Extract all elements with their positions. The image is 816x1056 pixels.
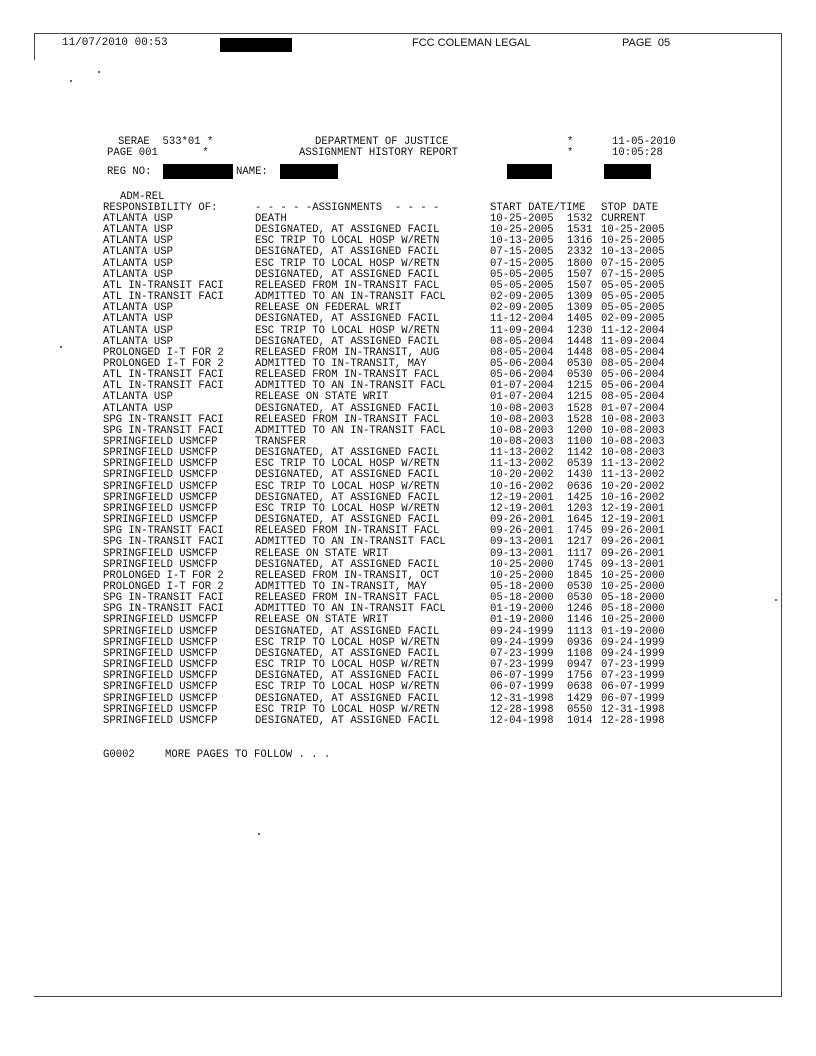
start-time-cell: 1230 xyxy=(567,324,593,337)
start-time-cell: 1528 xyxy=(567,402,593,415)
assignment-cell: ADMITTED TO AN IN-TRANSIT FACL xyxy=(255,291,446,304)
start-time-cell: 1100 xyxy=(567,436,593,448)
responsibility-cell: SPRINGFIELD USMCFP xyxy=(103,692,218,705)
start-time-cell: 2332 xyxy=(567,246,593,259)
responsibility-cell: SPRINGFIELD USMCFP xyxy=(103,647,218,660)
responsibility-cell: ATLANTA USP xyxy=(103,268,173,281)
column-header: - - - - -ASSIGNMENTS - - - - xyxy=(255,202,440,214)
start-time-cell: 1146 xyxy=(567,614,593,627)
stop-date-cell: 05-18-2000 xyxy=(601,592,665,605)
stop-date-cell: 09-24-1999 xyxy=(601,636,665,649)
stop-date-cell: 01-07-2004 xyxy=(601,402,665,415)
start-date-cell: 07-15-2005 xyxy=(490,246,554,259)
assignment-cell: DESIGNATED, AT ASSIGNED FACIL xyxy=(255,447,440,460)
start-time-cell: 0530 xyxy=(567,581,593,593)
start-date-cell: 10-25-2005 xyxy=(490,224,554,237)
start-date-cell: 09-26-2001 xyxy=(490,525,554,538)
system-id: SERAE 533*01 * xyxy=(118,136,214,148)
responsibility-cell: SPG IN-TRANSIT FACI xyxy=(103,536,224,549)
start-time-cell: 0936 xyxy=(567,636,593,649)
start-time-cell: 1108 xyxy=(567,647,593,660)
assignment-cell: DESIGNATED, AT ASSIGNED FACIL xyxy=(255,402,440,415)
stop-date-cell: 05-05-2005 xyxy=(601,302,665,315)
fax-header xyxy=(62,37,762,55)
assignment-cell: DESIGNATED, AT ASSIGNED FACIL xyxy=(255,714,440,727)
stop-date-cell: 10-25-2000 xyxy=(601,614,665,627)
stop-date-cell: 06-07-1999 xyxy=(601,692,665,705)
stop-date-cell: 05-05-2005 xyxy=(601,291,665,304)
responsibility-cell: SPRINGFIELD USMCFP xyxy=(103,614,218,627)
stop-date-cell: 07-15-2005 xyxy=(601,257,665,270)
assignment-cell: ESC TRIP TO LOCAL HOSP W/RETN xyxy=(255,324,440,337)
start-date-cell: 11-12-2004 xyxy=(490,313,554,326)
responsibility-cell: ATLANTA USP xyxy=(103,313,173,326)
report-date: 11-05-2010 xyxy=(612,136,676,148)
start-time-cell: 0638 xyxy=(567,681,593,694)
start-date-cell: 09-24-1999 xyxy=(490,625,554,638)
start-date-cell: 10-08-2003 xyxy=(490,436,554,448)
start-date-cell: 11-09-2004 xyxy=(490,324,554,337)
start-time-cell: 1215 xyxy=(567,391,593,404)
start-date-cell: 09-13-2001 xyxy=(490,547,554,560)
stop-date-cell: 12-31-1998 xyxy=(601,703,665,716)
page-frame-bottom xyxy=(34,996,782,997)
start-time-cell: 1316 xyxy=(567,235,593,248)
assignment-cell: DESIGNATED, AT ASSIGNED FACIL xyxy=(255,491,440,504)
assignment-cell: TRANSFER xyxy=(255,436,306,448)
fax-datetime: 11/07/2010 00:53 xyxy=(62,37,168,49)
start-time-cell: 0530 xyxy=(567,592,593,605)
stop-date-cell: 12-19-2001 xyxy=(601,502,665,515)
responsibility-cell: ATLANTA USP xyxy=(103,302,173,315)
assignment-cell: DESIGNATED, AT ASSIGNED FACIL xyxy=(255,647,440,660)
responsibility-cell: ATL IN-TRANSIT FACI xyxy=(103,291,224,304)
start-date-cell: 10-16-2002 xyxy=(490,480,554,493)
start-date-cell: 06-07-1999 xyxy=(490,681,554,694)
responsibility-cell: SPRINGFIELD USMCFP xyxy=(103,636,218,649)
stop-date-cell: 08-05-2004 xyxy=(601,346,665,359)
responsibility-cell: ATLANTA USP xyxy=(103,402,173,415)
stop-date-cell: 05-06-2004 xyxy=(601,369,665,382)
assignment-cell: DESIGNATED, AT ASSIGNED FACIL xyxy=(255,313,440,326)
scan-speck xyxy=(60,346,62,348)
start-time-cell: 1845 xyxy=(567,569,593,582)
start-date-cell: 01-19-2000 xyxy=(490,614,554,627)
stop-date-cell: 05-06-2004 xyxy=(601,380,665,393)
start-date-cell: 10-08-2003 xyxy=(490,424,554,437)
scan-speck xyxy=(98,71,100,73)
assignment-cell: RELEASE ON STATE WRIT xyxy=(255,547,389,560)
stop-date-cell: 10-25-2005 xyxy=(601,235,665,248)
footer-message: MORE PAGES TO FOLLOW . . . xyxy=(165,749,331,761)
start-time-cell: 1756 xyxy=(567,670,593,683)
assignment-cell: DESIGNATED, AT ASSIGNED FACIL xyxy=(255,268,440,281)
start-date-cell: 05-18-2000 xyxy=(490,581,554,593)
responsibility-cell: SPG IN-TRANSIT FACI xyxy=(103,424,224,437)
responsibility-cell: SPG IN-TRANSIT FACI xyxy=(103,603,224,616)
stop-date-cell: 10-08-2003 xyxy=(601,447,665,460)
start-time-cell: 1800 xyxy=(567,257,593,270)
stop-date-cell: CURRENT xyxy=(601,213,646,225)
responsibility-cell: PROLONGED I-T FOR 2 xyxy=(103,358,224,370)
start-time-cell: 1528 xyxy=(567,413,593,426)
stop-date-cell: 06-07-1999 xyxy=(601,681,665,694)
start-time-cell: 1532 xyxy=(567,213,593,225)
department-name: DEPARTMENT OF JUSTICE xyxy=(315,136,449,148)
responsibility-cell: PROLONGED I-T FOR 2 xyxy=(103,581,224,593)
start-time-cell: 1309 xyxy=(567,302,593,315)
responsibility-cell: SPRINGFIELD USMCFP xyxy=(103,714,218,727)
start-time-cell: 1113 xyxy=(567,625,593,638)
responsibility-cell: ATLANTA USP xyxy=(103,391,173,404)
page-frame-right xyxy=(781,33,782,996)
assignment-cell: DESIGNATED, AT ASSIGNED FACIL xyxy=(255,335,440,348)
start-time-cell: 1507 xyxy=(567,268,593,281)
assignment-cell: RELEASED FROM IN-TRANSIT FACL xyxy=(255,279,440,292)
responsibility-cell: SPG IN-TRANSIT FACI xyxy=(103,592,224,605)
responsibility-cell: SPRINGFIELD USMCFP xyxy=(103,703,218,716)
responsibility-cell: SPG IN-TRANSIT FACI xyxy=(103,525,224,538)
assignment-cell: ADMITTED TO IN-TRANSIT, MAY xyxy=(255,581,427,593)
start-time-cell: 1203 xyxy=(567,502,593,515)
stop-date-cell: 10-25-2000 xyxy=(601,569,665,582)
report-title: ASSIGNMENT HISTORY REPORT xyxy=(299,147,458,159)
start-date-cell: 06-07-1999 xyxy=(490,670,554,683)
assignment-cell: DESIGNATED, AT ASSIGNED FACIL xyxy=(255,224,440,237)
start-date-cell: 09-24-1999 xyxy=(490,636,554,649)
assignment-cell: ADMITTED TO AN IN-TRANSIT FACL xyxy=(255,380,446,393)
start-date-cell: 10-25-2000 xyxy=(490,558,554,571)
redaction-block xyxy=(507,164,552,179)
start-date-cell: 05-05-2005 xyxy=(490,268,554,281)
start-date-cell: 01-19-2000 xyxy=(490,603,554,616)
start-time-cell: 1425 xyxy=(567,491,593,504)
start-time-cell: 1429 xyxy=(567,692,593,705)
responsibility-cell: ATL IN-TRANSIT FACI xyxy=(103,380,224,393)
start-time-cell: 1745 xyxy=(567,558,593,571)
start-time-cell: 1142 xyxy=(567,447,593,460)
start-time-cell: 1448 xyxy=(567,346,593,359)
start-time-cell: 0530 xyxy=(567,358,593,370)
start-date-cell: 10-08-2003 xyxy=(490,413,554,426)
stop-date-cell: 08-05-2004 xyxy=(601,358,665,370)
assignment-cell: DESIGNATED, AT ASSIGNED FACIL xyxy=(255,558,440,571)
stop-date-cell: 08-05-2004 xyxy=(601,391,665,404)
header-asterisk: * xyxy=(567,136,574,148)
footer-code: G0002 xyxy=(103,749,135,761)
responsibility-cell: SPRINGFIELD USMCFP xyxy=(103,480,218,493)
start-time-cell: 0947 xyxy=(567,659,593,671)
start-time-cell: 1405 xyxy=(567,313,593,326)
stop-date-cell: 10-25-2000 xyxy=(601,581,665,593)
start-date-cell: 12-19-2001 xyxy=(490,491,554,504)
header-asterisk: * xyxy=(567,147,574,159)
start-time-cell: 1745 xyxy=(567,525,593,538)
start-date-cell: 07-15-2005 xyxy=(490,257,554,270)
assignment-cell: ESC TRIP TO LOCAL HOSP W/RETN xyxy=(255,480,440,493)
responsibility-cell: SPRINGFIELD USMCFP xyxy=(103,547,218,560)
responsibility-cell: SPRINGFIELD USMCFP xyxy=(103,625,218,638)
assignment-cell: ADMITTED TO AN IN-TRANSIT FACL xyxy=(255,603,446,616)
stop-date-cell: 09-13-2001 xyxy=(601,558,665,571)
responsibility-cell: ATLANTA USP xyxy=(103,235,173,248)
start-time-cell: 1531 xyxy=(567,224,593,237)
page-frame-left xyxy=(34,33,35,60)
stop-date-cell: 11-13-2002 xyxy=(601,458,665,471)
adm-rel-label: ADM-REL xyxy=(120,191,165,203)
scan-speck xyxy=(70,80,72,82)
start-date-cell: 07-23-1999 xyxy=(490,647,554,660)
redaction-block xyxy=(163,164,233,179)
start-date-cell: 10-13-2005 xyxy=(490,235,554,248)
responsibility-cell: SPRINGFIELD USMCFP xyxy=(103,502,218,515)
stop-date-cell: 05-05-2005 xyxy=(601,279,665,292)
stop-date-cell: 09-26-2001 xyxy=(601,536,665,549)
start-date-cell: 12-04-1998 xyxy=(490,714,554,727)
responsibility-cell: SPRINGFIELD USMCFP xyxy=(103,458,218,471)
start-time-cell: 1217 xyxy=(567,536,593,549)
start-date-cell: 12-31-1998 xyxy=(490,692,554,705)
responsibility-cell: SPRINGFIELD USMCFP xyxy=(103,514,218,526)
start-date-cell: 11-13-2002 xyxy=(490,447,554,460)
assignment-cell: ESC TRIP TO LOCAL HOSP W/RETN xyxy=(255,458,440,471)
start-time-cell: 0636 xyxy=(567,480,593,493)
name-label: NAME: xyxy=(236,166,268,178)
assignment-cell: ESC TRIP TO LOCAL HOSP W/RETN xyxy=(255,502,440,515)
responsibility-cell: SPRINGFIELD USMCFP xyxy=(103,469,218,482)
stop-date-cell: 12-28-1998 xyxy=(601,714,665,727)
assignment-cell: RELEASED FROM IN-TRANSIT FACL xyxy=(255,525,440,538)
responsibility-cell: PROLONGED I-T FOR 2 xyxy=(103,346,224,359)
start-time-cell: 1014 xyxy=(567,714,593,727)
stop-date-cell: 11-12-2004 xyxy=(601,324,665,337)
stop-date-cell: 10-20-2002 xyxy=(601,480,665,493)
assignment-cell: RELEASE ON FEDERAL WRIT xyxy=(255,302,402,315)
responsibility-cell: SPRINGFIELD USMCFP xyxy=(103,491,218,504)
responsibility-cell: SPRINGFIELD USMCFP xyxy=(103,436,218,448)
stop-date-cell: 11-13-2002 xyxy=(601,469,665,482)
start-date-cell: 07-23-1999 xyxy=(490,659,554,671)
responsibility-cell: PROLONGED I-T FOR 2 xyxy=(103,569,224,582)
assignment-cell: RELEASED FROM IN-TRANSIT FACL xyxy=(255,592,440,605)
fax-page-number: PAGE 05 xyxy=(622,37,671,49)
scan-speck xyxy=(775,599,777,601)
fax-office-name: FCC COLEMAN LEGAL xyxy=(412,37,531,49)
assignment-cell: DEATH xyxy=(255,213,287,225)
report-page-number: PAGE 001 * xyxy=(107,147,209,159)
assignment-cell: DESIGNATED, AT ASSIGNED FACIL xyxy=(255,469,440,482)
redaction-block xyxy=(604,164,651,179)
responsibility-cell: ATLANTA USP xyxy=(103,257,173,270)
assignment-cell: DESIGNATED, AT ASSIGNED FACIL xyxy=(255,514,440,526)
stop-date-cell: 01-19-2000 xyxy=(601,625,665,638)
assignment-cell: ADMITTED TO IN-TRANSIT, MAY xyxy=(255,358,427,370)
redaction-block xyxy=(280,164,338,179)
assignment-cell: RELEASED FROM IN-TRANSIT, OCT xyxy=(255,569,440,582)
start-date-cell: 12-28-1998 xyxy=(490,703,554,716)
assignment-cell: RELEASE ON STATE WRIT xyxy=(255,614,389,627)
reg-no-label: REG NO: xyxy=(107,166,152,178)
responsibility-cell: ATLANTA USP xyxy=(103,335,173,348)
assignment-cell: DESIGNATED, AT ASSIGNED FACIL xyxy=(255,670,440,683)
stop-date-cell: 09-24-1999 xyxy=(601,647,665,660)
responsibility-cell: ATL IN-TRANSIT FACI xyxy=(103,369,224,382)
start-time-cell: 1117 xyxy=(567,547,593,560)
start-date-cell: 08-05-2004 xyxy=(490,346,554,359)
redaction-block xyxy=(220,38,292,52)
assignment-cell: RELEASED FROM IN-TRANSIT, AUG xyxy=(255,346,440,359)
start-date-cell: 05-06-2004 xyxy=(490,358,554,370)
assignment-cell: ESC TRIP TO LOCAL HOSP W/RETN xyxy=(255,235,440,248)
start-date-cell: 10-25-2005 xyxy=(490,213,554,225)
responsibility-cell: SPRINGFIELD USMCFP xyxy=(103,670,218,683)
responsibility-cell: ATLANTA USP xyxy=(103,224,173,237)
column-header: START DATE/TIME xyxy=(490,202,586,214)
start-date-cell: 02-09-2005 xyxy=(490,302,554,315)
assignment-cell: RELEASED FROM IN-TRANSIT FACL xyxy=(255,369,440,382)
start-date-cell: 02-09-2005 xyxy=(490,291,554,304)
stop-date-cell: 07-15-2005 xyxy=(601,268,665,281)
responsibility-cell: SPRINGFIELD USMCFP xyxy=(103,447,218,460)
stop-date-cell: 10-25-2005 xyxy=(601,224,665,237)
assignment-cell: ESC TRIP TO LOCAL HOSP W/RETN xyxy=(255,659,440,671)
responsibility-cell: SPRINGFIELD USMCFP xyxy=(103,681,218,694)
start-date-cell: 05-18-2000 xyxy=(490,592,554,605)
stop-date-cell: 07-23-1999 xyxy=(601,670,665,683)
start-date-cell: 05-06-2004 xyxy=(490,369,554,382)
start-time-cell: 1309 xyxy=(567,291,593,304)
start-date-cell: 10-20-2002 xyxy=(490,469,554,482)
report-time: 10:05:28 xyxy=(612,147,663,159)
stop-date-cell: 05-18-2000 xyxy=(601,603,665,616)
column-header: RESPONSIBILITY OF: xyxy=(103,202,218,214)
stop-date-cell: 07-23-1999 xyxy=(601,659,665,671)
stop-date-cell: 12-19-2001 xyxy=(601,514,665,526)
responsibility-cell: SPRINGFIELD USMCFP xyxy=(103,558,218,571)
responsibility-cell: ATLANTA USP xyxy=(103,246,173,259)
start-time-cell: 0539 xyxy=(567,458,593,471)
start-time-cell: 1645 xyxy=(567,514,593,526)
responsibility-cell: ATLANTA USP xyxy=(103,213,173,225)
stop-date-cell: 11-09-2004 xyxy=(601,335,665,348)
stop-date-cell: 10-08-2003 xyxy=(601,424,665,437)
stop-date-cell: 10-08-2003 xyxy=(601,413,665,426)
assignment-cell: ESC TRIP TO LOCAL HOSP W/RETN xyxy=(255,257,440,270)
assignment-cell: DESIGNATED, AT ASSIGNED FACIL xyxy=(255,625,440,638)
assignment-cell: ESC TRIP TO LOCAL HOSP W/RETN xyxy=(255,636,440,649)
stop-date-cell: 10-16-2002 xyxy=(601,491,665,504)
start-time-cell: 1430 xyxy=(567,469,593,482)
start-date-cell: 09-13-2001 xyxy=(490,536,554,549)
start-date-cell: 10-08-2003 xyxy=(490,402,554,415)
start-date-cell: 01-07-2004 xyxy=(490,391,554,404)
responsibility-cell: SPG IN-TRANSIT FACI xyxy=(103,413,224,426)
assignment-cell: DESIGNATED, AT ASSIGNED FACIL xyxy=(255,692,440,705)
start-time-cell: 1215 xyxy=(567,380,593,393)
stop-date-cell: 10-13-2005 xyxy=(601,246,665,259)
start-date-cell: 12-19-2001 xyxy=(490,502,554,515)
stop-date-cell: 02-09-2005 xyxy=(601,313,665,326)
scan-speck xyxy=(258,833,260,835)
start-date-cell: 08-05-2004 xyxy=(490,335,554,348)
start-time-cell: 1246 xyxy=(567,603,593,616)
stop-date-cell: 09-26-2001 xyxy=(601,547,665,560)
assignment-cell: RELEASED FROM IN-TRANSIT FACL xyxy=(255,413,440,426)
assignment-cell: RELEASE ON STATE WRIT xyxy=(255,391,389,404)
start-date-cell: 11-13-2002 xyxy=(490,458,554,471)
start-date-cell: 09-26-2001 xyxy=(490,514,554,526)
responsibility-cell: ATLANTA USP xyxy=(103,324,173,337)
start-date-cell: 01-07-2004 xyxy=(490,380,554,393)
assignment-cell: ADMITTED TO AN IN-TRANSIT FACL xyxy=(255,424,446,437)
responsibility-cell: SPRINGFIELD USMCFP xyxy=(103,659,218,671)
start-time-cell: 1448 xyxy=(567,335,593,348)
start-time-cell: 1507 xyxy=(567,279,593,292)
start-date-cell: 10-25-2000 xyxy=(490,569,554,582)
responsibility-cell: ATL IN-TRANSIT FACI xyxy=(103,279,224,292)
assignment-cell: ESC TRIP TO LOCAL HOSP W/RETN xyxy=(255,703,440,716)
start-time-cell: 1200 xyxy=(567,424,593,437)
assignment-cell: DESIGNATED, AT ASSIGNED FACIL xyxy=(255,246,440,259)
start-time-cell: 0550 xyxy=(567,703,593,716)
page-frame-top xyxy=(34,33,782,34)
start-date-cell: 05-05-2005 xyxy=(490,279,554,292)
stop-date-cell: 10-08-2003 xyxy=(601,436,665,448)
assignment-cell: ESC TRIP TO LOCAL HOSP W/RETN xyxy=(255,681,440,694)
stop-date-cell: 09-26-2001 xyxy=(601,525,665,538)
column-header: STOP DATE xyxy=(601,202,659,214)
start-time-cell: 0530 xyxy=(567,369,593,382)
assignment-cell: ADMITTED TO AN IN-TRANSIT FACL xyxy=(255,536,446,549)
